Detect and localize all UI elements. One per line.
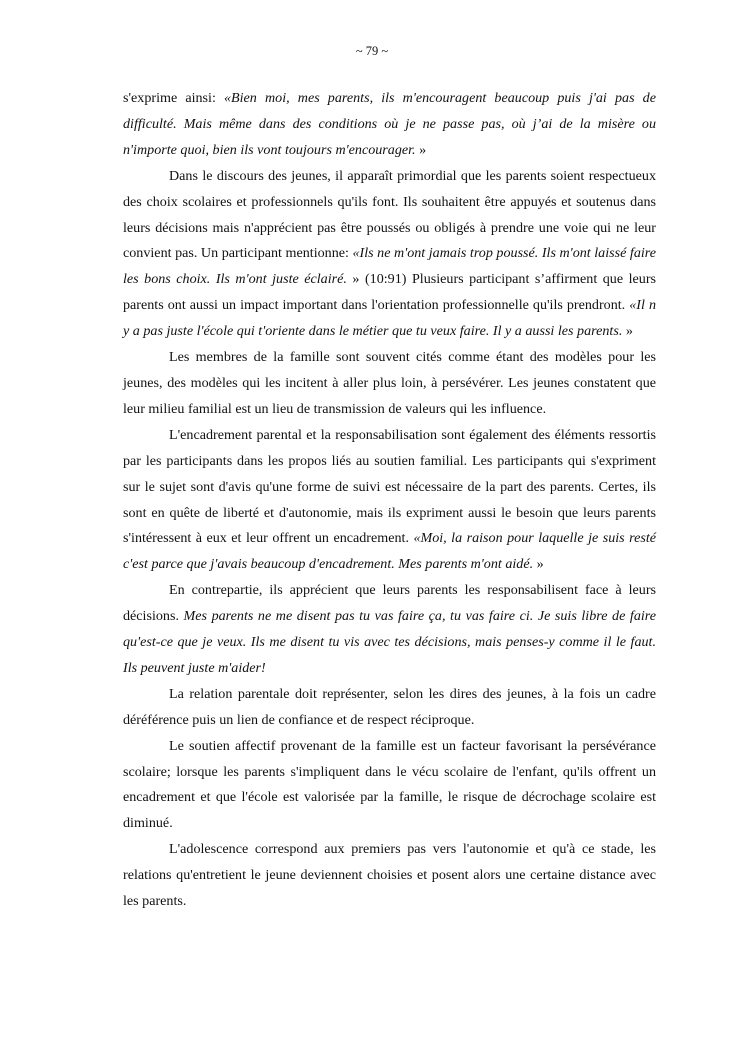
quote-close: » — [622, 323, 633, 340]
quote-close: » — [533, 556, 544, 573]
paragraph-lead-text: Dans le discours des jeunes, il apparaît primordial que les parents soient respectueux des choix scolaires et professionnels qu'ils font. Ils souhaitent être appuyés et soutenus dans leurs décisions mais n'apprécient pas être poussés ou obligés à prendre une voie qui ne leur convient pas. Un participant mentionne: — [123, 167, 656, 262]
paragraph-responsibility — [123, 578, 656, 682]
participant-quote: «Moi, la raison pour laquelle je suis resté c'est parce que j'avais beaucoup d'encadrement. Mes parents m'ont aidé. — [123, 530, 656, 573]
paragraph-respect-choices — [123, 164, 656, 345]
paragraph-parental-supervision — [123, 423, 656, 578]
participant-quote: «Il n y a pas juste l'école qui t'oriente dans le métier que tu veux faire. Il y a aussi les parents. — [123, 297, 656, 340]
paragraph-adolescence: L'adolescence correspond aux premiers pas vers l'autonomie et qu'à ce stade, les relations qu'entretient le jeune deviennent choisies et posent alors une certaine distance avec les parents. — [123, 841, 656, 910]
page-number: ~ 79 ~ — [355, 44, 389, 58]
paragraph-lead-text: s'exprime ainsi: — [123, 90, 224, 106]
paragraph-lead-text: En contrepartie, ils apprécient que leurs parents les responsabilisent face à leurs décisions. — [123, 582, 656, 625]
participant-quote: Mes parents ne me disent pas tu vas faire ça, tu vas faire ci. Je suis libre de faire qu'est-ce que je veux. Ils me disent tu vis avec tes décisions, mais penses-y comme il le faut. Ils peuvent juste m'aider! — [123, 608, 656, 676]
paragraph-lead-text: L'encadrement parental et la responsabilisation sont également des éléments ressortis par les participants dans les propos liés au soutien familial. Les participants qui s'expriment sur le sujet sont d'avis qu'une forme de suivi est nécessaire de la part des parents. Certes, ils sont en quête de liberté et d'autonomie, mais ils expriment aussi le besoin que leurs parents s'intéressent à eux et leur offrent un encadrement. — [123, 426, 656, 547]
paragraph-affective-support: Le soutien affectif provenant de la famille est un facteur favorisant la persévérance scolaire; lorsque les parents s'impliquent dans le vécu scolaire de l'enfant, qu'ils offrent un encadrement et que l'école est valorisée par la famille, le risque de décrochage scolaire est diminué. — [123, 737, 656, 832]
quote-close: » — [415, 141, 427, 158]
paragraph-middle-text: » (10:91) Plusieurs participant s’affirment que leurs parents ont aussi un impact important dans l'orientation professionnelle qu'ils prendront. — [123, 271, 656, 314]
participant-quote: «Bien moi, mes parents, ils m'encouragent beaucoup puis j'ai pas de difficulté. Mais même dans des conditions où je ne passe pas, où j’ai de la misère ou n'importe quoi, bien ils vont toujours m'encourager. — [123, 90, 656, 158]
participant-quote: «Ils ne m'ont jamais trop poussé. Ils m'ont laissé faire les bons choix. Ils m'ont juste éclairé. — [123, 245, 656, 288]
paragraph-quote-encouragement — [123, 86, 656, 164]
paragraph-family-models: Les membres de la famille sont souvent cités comme étant des modèles pour les jeunes, des modèles qui les incitent à aller plus loin, à persévérer. Les jeunes constatent que leur milieu familial est un lieu de transmission de valeurs qui les influence. — [123, 349, 656, 417]
paragraph-parental-relationship: La relation parentale doit représenter, selon les dires des jeunes, à la fois un cadre déréférence puis un lien de confiance et de respect réciproque. — [123, 685, 656, 728]
body-text — [123, 86, 656, 915]
